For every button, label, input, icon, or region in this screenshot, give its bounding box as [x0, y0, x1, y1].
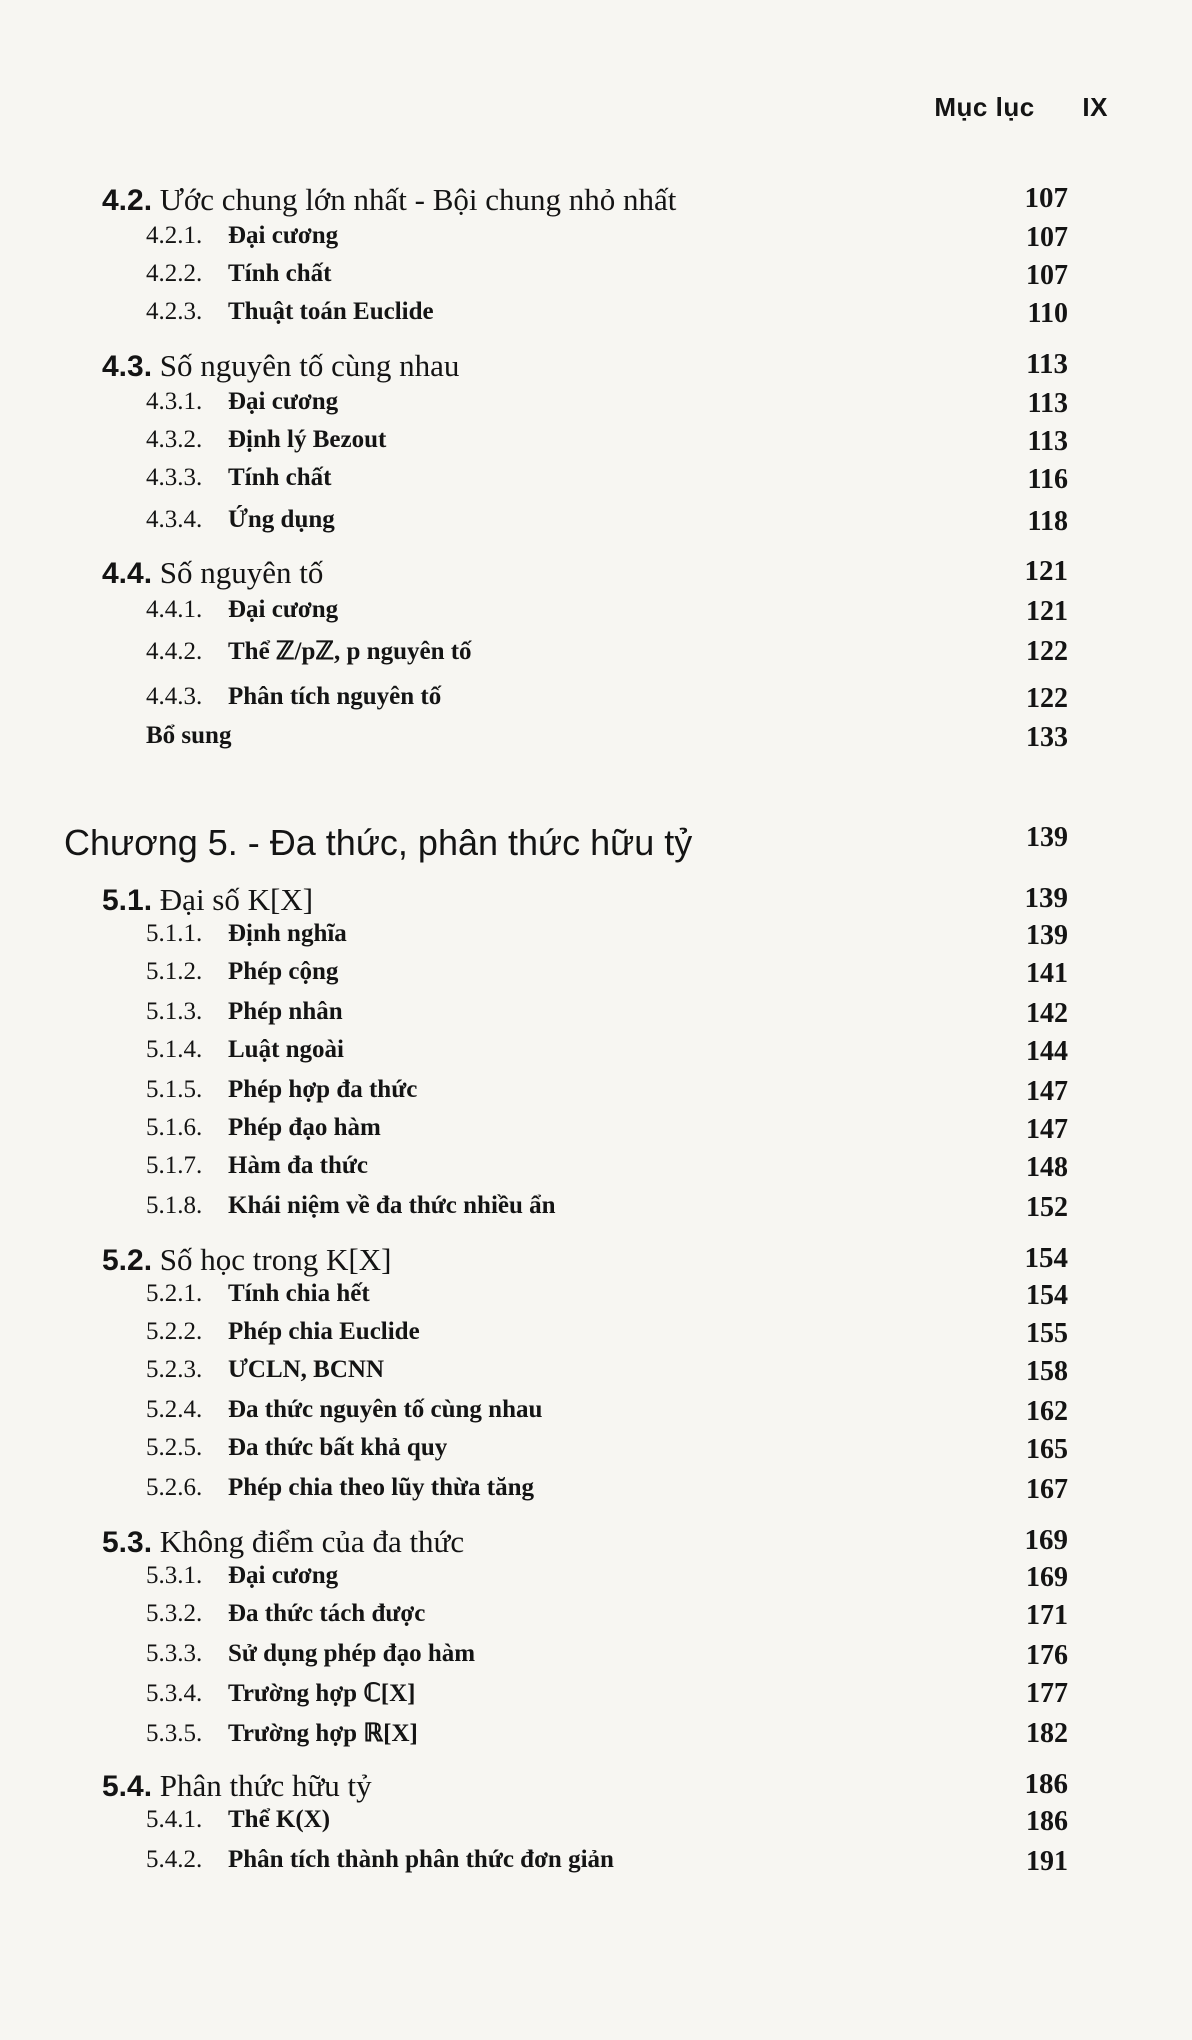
toc-entry-page: 177: [1026, 1678, 1068, 1709]
toc-entry[interactable]: [0, 298, 1192, 338]
toc-entry[interactable]: [0, 260, 1192, 300]
toc-entry-label: [146, 722, 231, 750]
toc-entry-text: Đa thức nguyên tố cùng nhau: [228, 1396, 543, 1423]
toc-entry-label: [146, 426, 386, 454]
toc-entry-text: Tính chất: [228, 260, 332, 287]
toc-entry-page: 133: [1026, 722, 1068, 753]
toc-entry-number: 5.2.4.: [146, 1396, 203, 1423]
toc-entry-page: 139: [1026, 920, 1068, 951]
toc-entry-text: Luật ngoài: [228, 1036, 345, 1063]
toc-entry[interactable]: [0, 683, 1192, 723]
toc-entry[interactable]: [0, 596, 1192, 636]
toc-entry-number: 5.3.2.: [146, 1600, 203, 1627]
toc-entry[interactable]: [0, 1076, 1192, 1116]
toc-entry-text: Thể ℤ/pℤ, p nguyên tố: [228, 638, 472, 665]
toc-entry-page: 158: [1026, 1356, 1068, 1387]
toc-entry-page: 148: [1026, 1152, 1068, 1183]
toc-entry-number: 4.3.1.: [146, 388, 203, 415]
toc-entry-label: [146, 1600, 425, 1628]
toc-entry-label: [102, 882, 313, 918]
toc-entry-page: 167: [1026, 1474, 1068, 1505]
toc-entry-number: 5.4.: [102, 1770, 153, 1803]
toc-entry-number: 4.2.1.: [146, 222, 203, 249]
toc-entry-text: Đa thức bất khả quy: [228, 1434, 448, 1461]
toc-entry[interactable]: [0, 348, 1192, 388]
toc-entry[interactable]: [0, 222, 1192, 262]
toc-entry-label: [146, 1076, 417, 1104]
toc-entry[interactable]: [0, 822, 1192, 862]
toc-entry-page: 141: [1026, 958, 1068, 989]
toc-entry[interactable]: [0, 388, 1192, 428]
toc-entry-number: 5.1.2.: [146, 958, 203, 985]
toc-entry[interactable]: [0, 1396, 1192, 1436]
toc-entry-text: Đại số K[X]: [159, 882, 314, 917]
toc-entry-label: [146, 388, 338, 416]
toc-entry-label: [146, 998, 343, 1026]
toc-entry-page: 165: [1026, 1434, 1068, 1465]
toc-entry-text: Phép hợp đa thức: [228, 1076, 418, 1103]
toc-entry-page: 171: [1026, 1600, 1068, 1631]
toc-entry-label: [102, 348, 459, 384]
toc-entry-text: Phép nhân: [228, 998, 343, 1025]
toc-entry[interactable]: [0, 1280, 1192, 1320]
toc-entry-label: [146, 1434, 447, 1462]
toc-entry[interactable]: [0, 1036, 1192, 1076]
toc-entry-label: [146, 1280, 370, 1308]
toc-entry-text: Phép chia Euclide: [228, 1318, 420, 1345]
toc-entry-text: Phân thức hữu tỷ: [159, 1768, 372, 1803]
toc-entry-page: 182: [1026, 1718, 1068, 1749]
toc-entry-number: 4.4.2.: [146, 638, 203, 665]
toc-entry[interactable]: [0, 998, 1192, 1038]
toc-entry-page: 113: [1026, 348, 1068, 380]
toc-entry-text: Ứng dụng: [228, 506, 335, 533]
toc-entry-number: 4.2.: [102, 184, 153, 217]
toc-entry[interactable]: [0, 1524, 1192, 1564]
toc-entry[interactable]: [0, 1192, 1192, 1232]
toc-entry[interactable]: [0, 1434, 1192, 1474]
toc-entry[interactable]: [0, 1474, 1192, 1514]
toc-entry[interactable]: [0, 1718, 1192, 1758]
toc-entry-label: [146, 298, 434, 326]
toc-entry[interactable]: [0, 1318, 1192, 1358]
toc-entry-text: Số nguyên tố cùng nhau: [159, 348, 460, 383]
toc-entry-number: 5.1.8.: [146, 1192, 203, 1219]
toc-entry-label: [146, 683, 441, 711]
toc-entry-page: 107: [1026, 260, 1068, 291]
toc-entry-page: 110: [1027, 298, 1068, 329]
toc-entry-text: Đại cương: [228, 222, 339, 249]
toc-entry-label: [146, 464, 332, 492]
toc-entry-number: 4.4.1.: [146, 596, 203, 623]
toc-entry-label: [146, 1036, 344, 1064]
toc-entry-text: Hàm đa thức: [228, 1152, 369, 1179]
toc-entry-label: [64, 822, 692, 864]
toc-entry-label: [146, 1846, 614, 1874]
toc-entry-text: Tính chia hết: [228, 1280, 370, 1307]
toc-entry-page: 147: [1026, 1114, 1068, 1145]
toc-entry-text: Đại cương: [228, 388, 339, 415]
toc-entry-number: 5.2.: [102, 1244, 153, 1277]
toc-entry-text: Thuật toán Euclide: [228, 298, 434, 325]
toc-entry-text: Thể K(X): [228, 1806, 331, 1833]
toc-entry-number: 5.3.5.: [146, 1720, 203, 1747]
toc-entry-label: [146, 920, 347, 948]
toc-entry[interactable]: [0, 722, 1192, 762]
toc-entry-number: 4.2.3.: [146, 298, 203, 325]
toc-entry[interactable]: [0, 1600, 1192, 1640]
toc-entry-number: 5.2.2.: [146, 1318, 203, 1345]
toc-entry-text: Sử dụng phép đạo hàm: [228, 1640, 476, 1667]
toc-entry-page: 121: [1024, 555, 1068, 587]
toc-entry-number: 5.1.4.: [146, 1036, 203, 1063]
toc-entry-text: Số nguyên tố: [159, 555, 324, 590]
toc-entry-page: 122: [1026, 636, 1068, 667]
toc-entry-label: [146, 1562, 338, 1590]
toc-entry-text: Phân tích nguyên tố: [228, 683, 442, 710]
header-title: Mục lục: [934, 92, 1035, 122]
toc-entry-page: 116: [1027, 464, 1068, 495]
toc-entry-page: 162: [1026, 1396, 1068, 1427]
running-header: [934, 92, 1108, 123]
toc-entry-label: [146, 596, 338, 624]
toc-entry-text: Đại cương: [228, 1562, 339, 1589]
toc-entry-number: 5.3.: [102, 1526, 153, 1559]
toc-entry[interactable]: [0, 882, 1192, 922]
toc-entry-page: 113: [1027, 388, 1068, 419]
toc-entry-label: [146, 1396, 542, 1424]
toc-entry-label: [146, 1806, 330, 1834]
toc-entry-number: 4.3.: [102, 350, 153, 383]
toc-entry-label: [146, 260, 332, 288]
toc-entry-number: 5.2.6.: [146, 1474, 203, 1501]
toc-entry-label: [146, 1718, 418, 1748]
toc-entry[interactable]: [0, 1356, 1192, 1396]
toc-entry-label: [146, 958, 338, 986]
toc-entry-text: Ước chung lớn nhất - Bội chung nhỏ nhất: [159, 182, 677, 217]
toc-entry-page: 169: [1026, 1562, 1068, 1593]
toc-entry-text: Trường hợp ℝ[X]: [228, 1720, 418, 1747]
toc-entry-label: [102, 182, 676, 218]
toc-entry-text: Khái niệm về đa thức nhiều ẩn: [228, 1192, 556, 1219]
toc-entry-number: 5.1.6.: [146, 1114, 203, 1141]
toc-entry[interactable]: [0, 1806, 1192, 1846]
toc-entry[interactable]: [0, 1152, 1192, 1192]
toc-entry-text: Đa thức tách được: [228, 1600, 426, 1627]
toc-entry-number: 5.2.3.: [146, 1356, 203, 1383]
toc-entry[interactable]: [0, 958, 1192, 998]
toc-entry-page: 154: [1024, 1242, 1068, 1274]
toc-entry-label: [146, 1474, 534, 1502]
toc-entry-text: Phép chia theo lũy thừa tăng: [228, 1474, 535, 1501]
toc-entry-text: Phép đạo hàm: [228, 1114, 381, 1141]
toc-entry[interactable]: [0, 1562, 1192, 1602]
toc-entry-page: 139: [1026, 822, 1068, 853]
toc-entry-number: 4.3.4.: [146, 506, 203, 533]
toc-entry-text: Số học trong K[X]: [159, 1242, 392, 1277]
toc-entry-number: 5.2.5.: [146, 1434, 203, 1461]
toc-entry-number: 5.1.5.: [146, 1076, 203, 1103]
toc-entry[interactable]: [0, 506, 1192, 546]
toc-entry-page: 154: [1026, 1280, 1068, 1311]
toc-entry-label: [146, 506, 335, 534]
toc-entry-number: 5.3.4.: [146, 1680, 203, 1707]
toc-entry[interactable]: [0, 636, 1192, 676]
toc-entry-text: Phân tích thành phân thức đơn giản: [228, 1846, 614, 1873]
toc-entry-label: [146, 222, 338, 250]
toc-entry-text: ƯCLN, BCNN: [228, 1356, 385, 1383]
toc-entry-number: 4.2.2.: [146, 260, 203, 287]
toc-entry-label: [102, 555, 323, 591]
toc-entry-label: [146, 1114, 381, 1142]
toc-entry-text: Định lý Bezout: [228, 426, 387, 453]
toc-entry[interactable]: [0, 464, 1192, 504]
toc-entry-number: 5.3.1.: [146, 1562, 203, 1589]
toc-entry-page: 147: [1026, 1076, 1068, 1107]
toc-entry-label: [102, 1524, 464, 1560]
toc-entry-page: 186: [1024, 1768, 1068, 1800]
toc-entry-label: [146, 1356, 384, 1384]
toc-entry-page: 191: [1026, 1846, 1068, 1877]
toc-entry-number: 4.3.3.: [146, 464, 203, 491]
toc-entry-text: Phép cộng: [228, 958, 339, 985]
toc-entry[interactable]: [0, 1846, 1192, 1886]
toc-entry-label: [146, 1678, 415, 1708]
toc-entry-text: Chương 5. - Đa thức, phân thức hữu tỷ: [64, 822, 693, 863]
toc-entry-number: 5.2.1.: [146, 1280, 203, 1307]
toc-entry-number: 5.4.2.: [146, 1846, 203, 1873]
toc-entry-page: 122: [1026, 683, 1068, 714]
toc-entry[interactable]: [0, 1640, 1192, 1680]
toc-entry-number: 4.4.3.: [146, 683, 203, 710]
toc-entry-number: 5.4.1.: [146, 1806, 203, 1833]
toc-entry-text: Trường hợp ℂ[X]: [228, 1680, 416, 1707]
toc-entry-number: 5.1.: [102, 884, 153, 917]
toc-entry[interactable]: [0, 1768, 1192, 1808]
toc-entry-text: Không điểm của đa thức: [159, 1524, 465, 1559]
toc-entry-number: 5.1.7.: [146, 1152, 203, 1179]
toc-entry-page: 107: [1024, 182, 1068, 214]
toc-entry-page: 118: [1027, 506, 1068, 537]
toc-entry-label: [146, 1152, 368, 1180]
toc-entry-page: 144: [1026, 1036, 1068, 1067]
toc-entry-page: 155: [1026, 1318, 1068, 1349]
toc-entry[interactable]: [0, 426, 1192, 466]
toc-entry[interactable]: [0, 920, 1192, 960]
toc-entry-text: Bổ sung: [146, 722, 232, 749]
toc-entry-label: [102, 1768, 372, 1804]
toc-entry-number: 5.1.1.: [146, 920, 203, 947]
toc-entry-label: [146, 1318, 420, 1346]
toc-entry-text: Tính chất: [228, 464, 332, 491]
toc-entry-label: [146, 1192, 556, 1220]
toc-entry[interactable]: [0, 555, 1192, 595]
toc-entry-text: Định nghĩa: [228, 920, 347, 947]
toc-entry-page: 107: [1026, 222, 1068, 253]
toc-entry-number: 4.4.: [102, 557, 153, 590]
toc-entry-page: 152: [1026, 1192, 1068, 1223]
toc-entry-page: 186: [1026, 1806, 1068, 1837]
toc-entry[interactable]: [0, 1678, 1192, 1718]
toc-entry-label: [146, 1640, 475, 1668]
toc-entry-page: 176: [1026, 1640, 1068, 1671]
toc-entry-page: 139: [1024, 882, 1068, 914]
toc-entry-label: [146, 636, 472, 666]
toc-entry-page: 142: [1026, 998, 1068, 1029]
toc-entry-number: 5.3.3.: [146, 1640, 203, 1667]
toc-entry-label: [102, 1242, 391, 1278]
header-page-number: IX: [1082, 92, 1108, 122]
toc-entry-page: 121: [1026, 596, 1068, 627]
toc-entry-page: 169: [1024, 1524, 1068, 1556]
toc-entry[interactable]: [0, 1114, 1192, 1154]
toc-entry-text: Đại cương: [228, 596, 339, 623]
toc-entry-number: 5.1.3.: [146, 998, 203, 1025]
toc-entry[interactable]: [0, 1242, 1192, 1282]
toc-entry-number: 4.3.2.: [146, 426, 203, 453]
toc-entry[interactable]: [0, 182, 1192, 222]
toc-entry-page: 113: [1027, 426, 1068, 457]
